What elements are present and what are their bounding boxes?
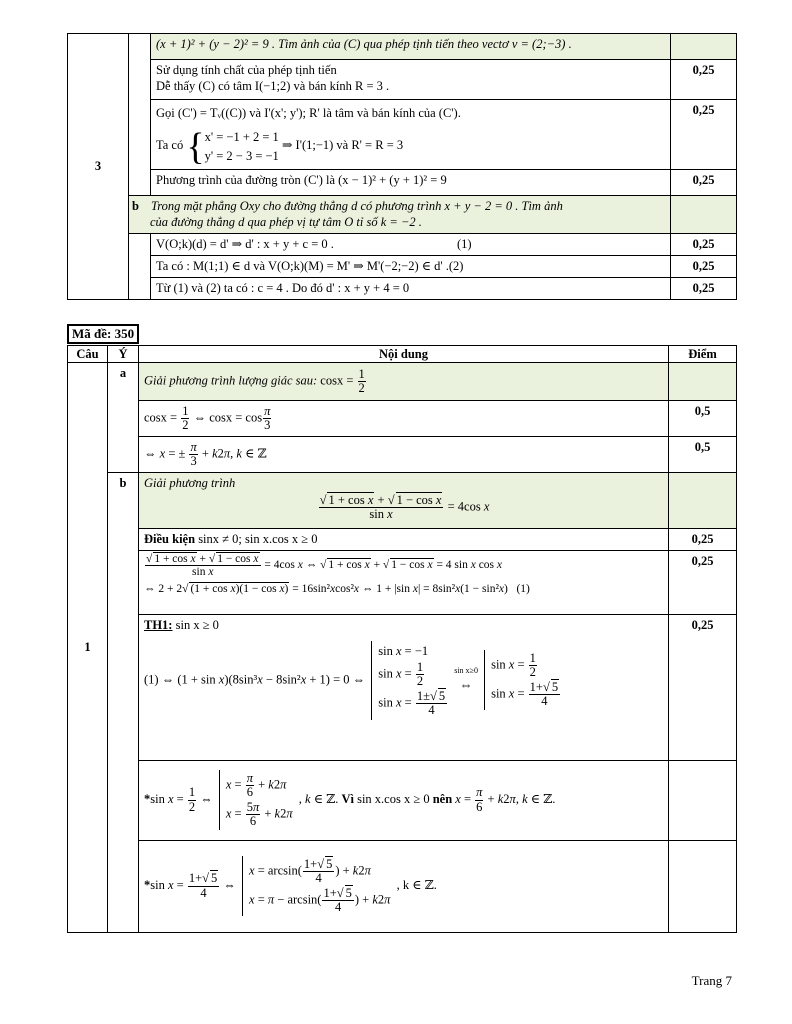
case-sin-golden-row: *sin x = $\frac{1+√ 5}{4}$ ⇔ x = arcsin( $\frac{1+√ 5}{4}$ ) + k2π x = π − arcsin( $\frac{1+√ 5}{4}$ ) + k2π , k ∈ ℤ. — [139, 840, 669, 932]
score: 0,25 — [671, 278, 737, 300]
solution-row: V(O;k)(d) = d' ⇒ d' : x + y + c = 0 . (1) — [151, 234, 671, 256]
header-diem: Điểm — [669, 346, 737, 363]
score: 0,25 — [671, 256, 737, 278]
score: 0,25 — [671, 234, 737, 256]
solution-row: Phương trình của đường tròn (C') là (x − 1)² + (y + 1)² = 9 — [151, 170, 671, 196]
score: 0,25 — [671, 60, 737, 100]
y-empty-cell — [129, 34, 151, 196]
equation-system: x' = −1 + 2 = 1 y' = 2 − 3 = −1 — [204, 130, 279, 163]
score: 0,25 — [671, 100, 737, 170]
solution-row: ⇔ x = ± $\frac{\pi}{3}$ + k2π, k ∈ ℤ — [139, 437, 669, 473]
problem-row-b: b Trong mặt phẳng Oxy cho đường thẳng d có phương trình x + y − 2 = 0 . Tìm ảnh của đường thẳng d qua phép vị tự tâm O tỉ số k = −2 . — [129, 196, 671, 234]
header-y: Ý — [108, 346, 139, 363]
y-b: b — [108, 473, 139, 932]
score: 0,25 — [669, 550, 737, 614]
score: 0,25 — [669, 614, 737, 760]
header-noi-dung: Nội dung — [139, 346, 669, 363]
score: 0,5 — [669, 437, 737, 473]
cau-1-cell: 1 — [68, 363, 108, 932]
answer-table-top — [67, 33, 737, 300]
solution-row: Gọi (C') = Tᵥ((C)) và I'(x'; y'); R' là tâm và bán kính của (C'). Ta có { x' = −1 + 2 = 1 y' = 2 − 3 = −1 ⇒ I'(1;−1) và R' = R = 3 — [151, 100, 671, 170]
problem-row-b: Giải phương trình $\frac{\text{√ 1 + cos x + √ 1 − cos x}}{\text{sin x}}$ = 4cos x — [139, 473, 669, 529]
solution-row: cosx = $\frac{1}{2}$ ⇔ cosx = cos $\frac{\pi}{3}$ — [139, 401, 669, 437]
problem-row-a: Giải phương trình lượng giác sau: cosx = $\frac{1}{2}$ — [139, 363, 669, 401]
score: 0,25 — [669, 529, 737, 550]
header-cau: Câu — [68, 346, 108, 363]
page-number: Trang 7 — [691, 973, 732, 988]
exam-code: Mã đề: 350 — [67, 324, 139, 344]
case-th1-row: TH1: sin x ≥ 0 (1) ⇔ (1 + sin x)(8sin³x − 8sin²x + 1) = 0 ⇔ sin x = −1 sin x = $\frac{1}{2}$ sin x = $\frac{1\pm√ 5}{4}$ sin x≥0 ⇔ sin x = $\frac{1}{2}$ sin x = $\frac{1+√ 5}{4}$ — [139, 614, 669, 760]
score: 0,5 — [669, 401, 737, 437]
problem-row: (x + 1)² + (y − 2)² = 9 . Tìm ảnh của (C) qua phép tịnh tiến theo vectơ v = (2;−3) . — [151, 34, 671, 60]
cau-3-cell: 3 — [68, 34, 129, 300]
score: 0,25 — [671, 170, 737, 196]
solution-row: Sử dụng tính chất của phép tịnh tiến Dễ thấy (C) có tâm I(−1;2) và bán kính R = 3 . — [151, 60, 671, 100]
condition-row: Điều kiện sinx ≠ 0; sin x.cos x ≥ 0 — [139, 529, 669, 550]
solution-row: Ta có : M(1;1) ∈ d và V(O;k)(M) = M' ⇒ M'(−2;−2) ∈ d' .(2) — [151, 256, 671, 278]
y-a: a — [108, 363, 139, 473]
answer-table-350 — [67, 345, 737, 933]
solution-row: $\frac{\text{√ 1 + cos x + √ 1 − cos x}}{\text{sin x}}$ = 4cos x ⇔ √ 1 + cos x + √ 1 − cos x = 4 sin x cos x ⇔ 2 + 2√ (1 + cos x)(1 − cos x) = 16sin²xcos²x ⇔ 1 + |sin x| = 8sin²x(1 − sin²x) (1) — [139, 550, 669, 614]
solution-row: Từ (1) và (2) ta có : c = 4 . Do đó d' : x + y + 4 = 0 — [151, 278, 671, 300]
case-sin-half-row: *sin x = $\frac{1}{2}$ ⇔ x = $\frac{\pi}{6}$ + k2π x = $\frac{5\pi}{6}$ + k2π , k ∈ ℤ. Vì sin x.cos x ≥ 0 nên x = $\frac{\pi}{6}$ + k2π, k ∈ ℤ. — [139, 760, 669, 840]
